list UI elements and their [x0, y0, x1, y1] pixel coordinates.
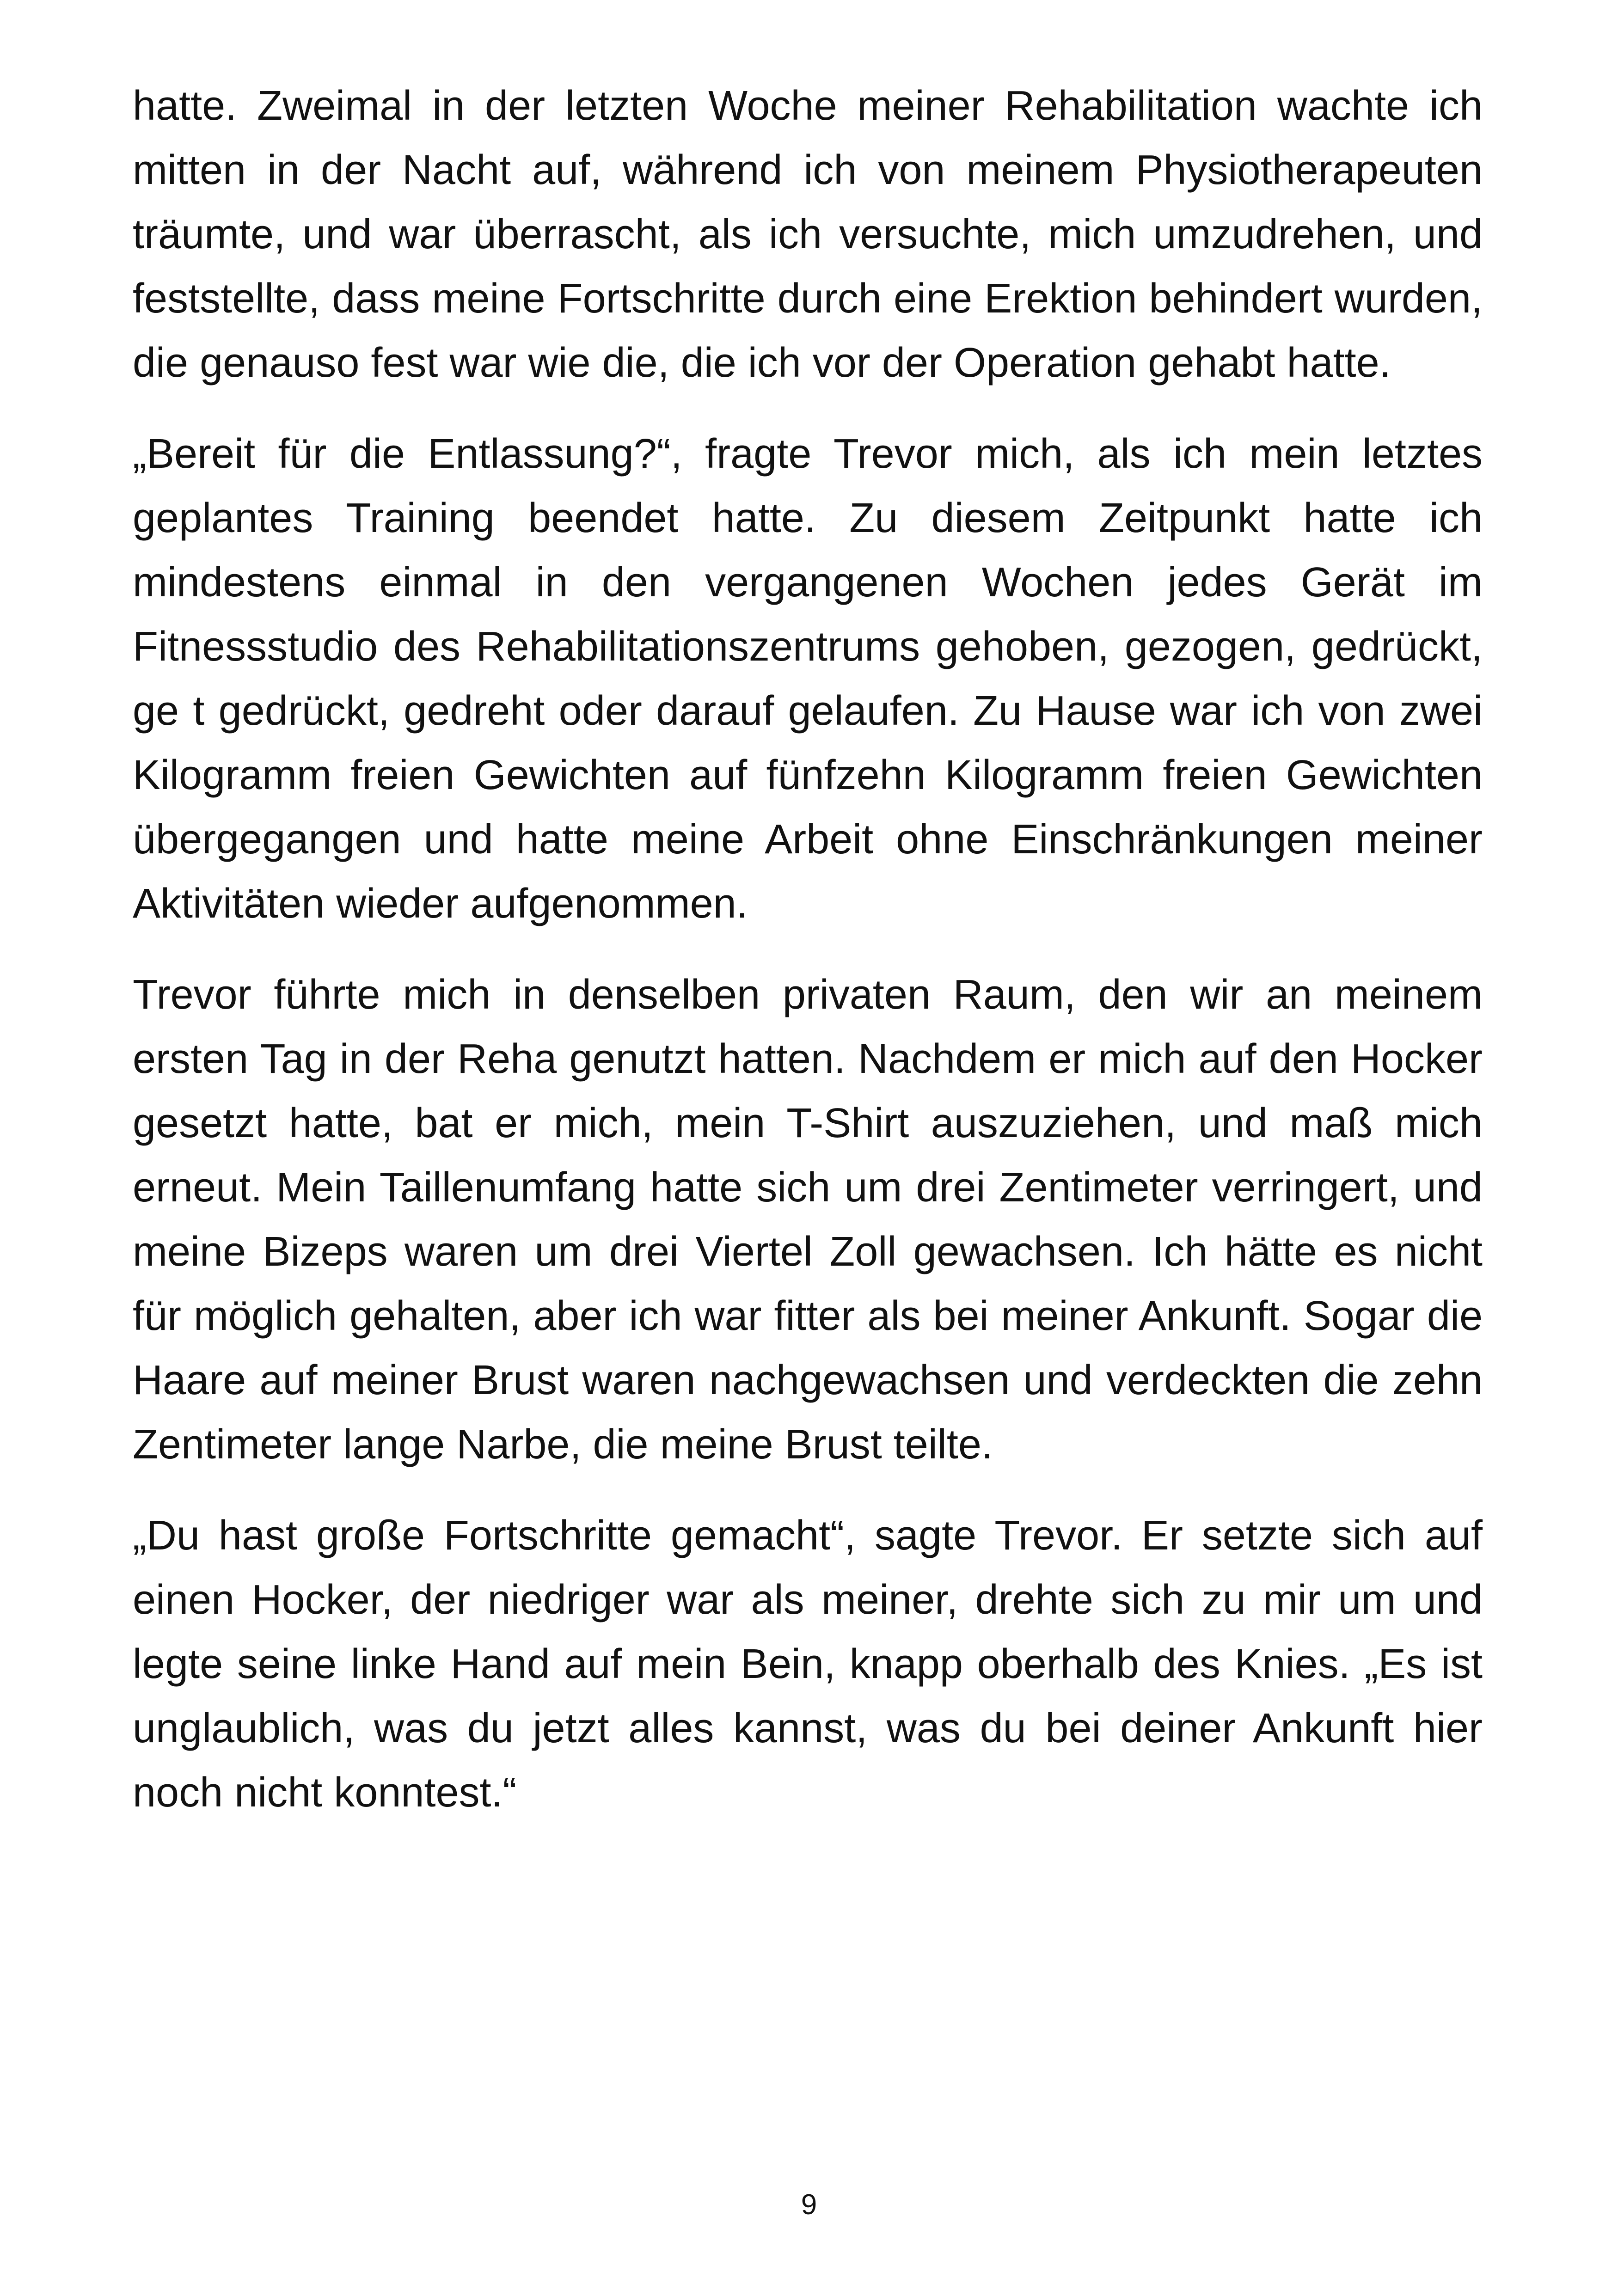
- paragraph-2: „Bereit für die Entlassung?“, fragte Trevor mich, als ich mein letztes geplantes Training beendet hatte. Zu diesem Zeitpunkt hatte ich mindestens einmal in den vergangenen Wochen jedes Gerät im Fitnessstudio des Rehabilitationszentrums gehoben, gezogen, gedrückt, ge t gedrückt, gedreht oder darauf gelaufen. Zu Hause war ich von zwei Kilogramm freien Gewichten auf fünfzehn Kilogramm freien Gewichten übergegangen und hatte meine Arbeit ohne Einschränkungen meiner Aktivitäten wieder aufgenommen.: [133, 431, 1483, 927]
- page-number: 9: [801, 2189, 817, 2221]
- body-text: [133, 74, 1483, 1852]
- paragraph-4: „Du hast große Fortschritte gemacht“, sagte Trevor. Er setzte sich auf einen Hocker, der niedriger war als meiner, drehte sich zu mir um und legte seine linke Hand auf mein Bein, knapp oberhalb des Knies. „Es ist unglaublich, was du jetzt alles kannst, was du bei deiner Ankunft hier noch nicht konntest.“: [133, 1512, 1483, 1816]
- paragraph-1: hatte. Zweimal in der letzten Woche meiner Rehabilitation wachte ich mitten in der Nacht auf, während ich von meinem Physiotherapeuten träumte, und war überrascht, als ich versuchte, mich umzudrehen, und feststellte, dass meine Fortschritte durch eine Erektion behindert wurden, die genauso fest war wie die, die ich vor der Operation gehabt hatte.: [133, 83, 1483, 386]
- paragraph-3: Trevor führte mich in denselben privaten Raum, den wir an meinem ersten Tag in der Reha genutzt hatten. Nachdem er mich auf den Hocker gesetzt hatte, bat er mich, mein T-Shirt auszuziehen, und maß mich erneut. Mein Taillenumfang hatte sich um drei Zentimeter verringert, und meine Bizeps waren um drei Viertel Zoll gewachsen. Ich hätte es nicht für möglich gehalten, aber ich war fitter als bei meiner Ankunft. Sogar die Haare auf meiner Brust waren nachgewachsen und verdeckten die zehn Zentimeter lange Narbe, die meine Brust teilte.: [133, 972, 1483, 1468]
